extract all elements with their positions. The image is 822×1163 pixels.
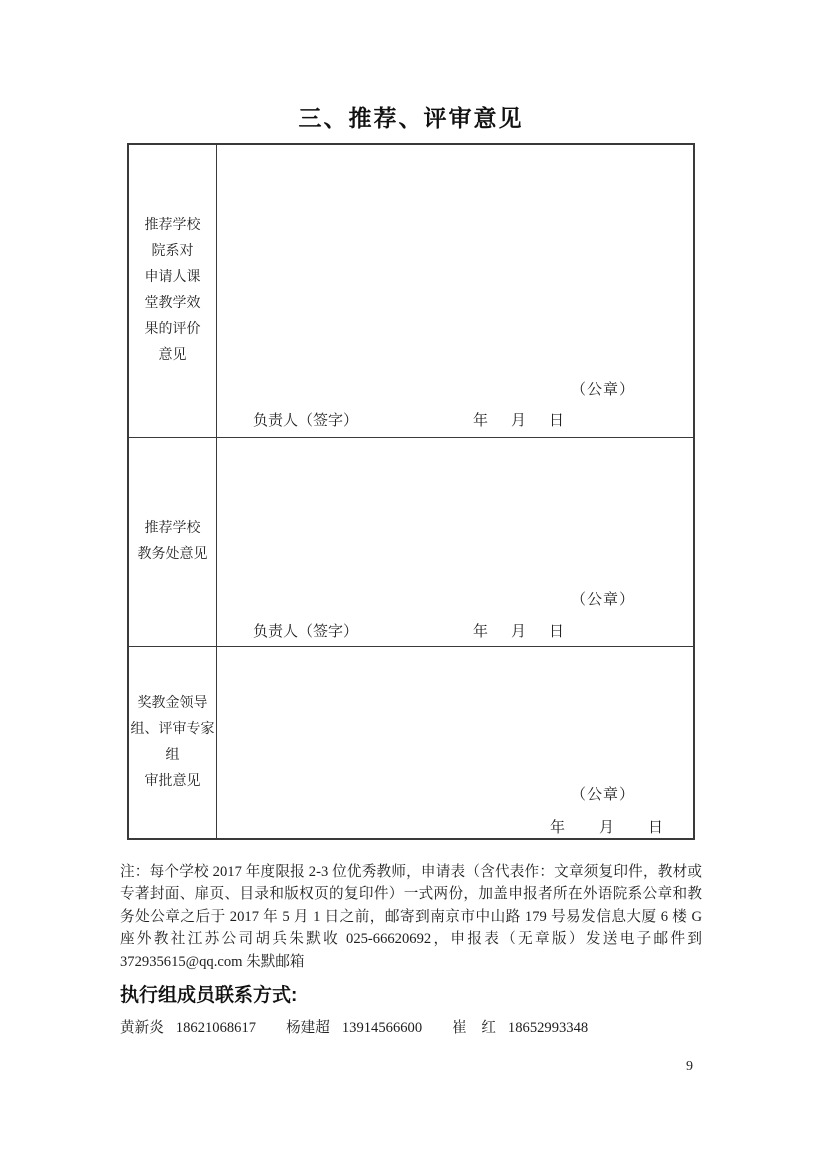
note-line: 务处公章之后于 2017 年 5 月 1 日之前，邮寄到南京市中山路 179 号易发信息大厦 6 楼 G bbox=[120, 908, 702, 925]
official-seal-placeholder: （公章） bbox=[570, 592, 635, 608]
day-label: 日 bbox=[648, 820, 664, 836]
opinion-area-academic-affairs bbox=[217, 438, 693, 646]
date-fields bbox=[473, 620, 564, 641]
label-line: 意见 bbox=[158, 348, 187, 363]
opinion-area-department bbox=[217, 145, 693, 437]
label-line: 推荐学校 bbox=[144, 218, 201, 233]
contact-name: 崔 红 bbox=[452, 1020, 496, 1036]
row-label-department-evaluation bbox=[129, 145, 217, 437]
day-label: 日 bbox=[549, 624, 565, 640]
contacts-list bbox=[120, 1016, 710, 1037]
label-line: 果的评价 bbox=[144, 322, 201, 337]
recommendation-table bbox=[127, 143, 695, 840]
contact-phone: 18621068617 bbox=[175, 1020, 257, 1036]
official-seal-placeholder: （公章） bbox=[570, 787, 635, 803]
table-row-academic-affairs bbox=[129, 438, 693, 647]
contact-phone: 13914566600 bbox=[341, 1020, 423, 1036]
contact-name: 黄新炎 bbox=[120, 1020, 164, 1036]
label-line: 奖教金领导 bbox=[137, 695, 208, 711]
label-line: 推荐学校 bbox=[144, 521, 201, 536]
date-fields bbox=[473, 409, 564, 430]
year-label: 年 bbox=[550, 820, 566, 836]
page-title: 三、推荐、评审意见 bbox=[298, 106, 524, 131]
note-line: 专著封面、扉页、目录和版权页的复印件）一式两份，加盖申报者所在外语院系公章和教 bbox=[120, 886, 702, 903]
signer-label: 负责人（签字） bbox=[253, 413, 359, 429]
signature-line bbox=[253, 409, 693, 430]
contact-member bbox=[286, 1016, 422, 1037]
note-line: 注：每个学校 2017 年度限报 2-3 位优秀教师，申请表（含代表作：文章须复印件，教材或 bbox=[120, 864, 702, 880]
page-number: 9 bbox=[686, 1059, 693, 1074]
month-label: 月 bbox=[599, 820, 615, 836]
official-seal-placeholder: （公章） bbox=[570, 382, 635, 398]
day-label: 日 bbox=[549, 413, 565, 429]
signer-label: 负责人（签字） bbox=[253, 624, 359, 640]
date-fields bbox=[550, 816, 663, 837]
contact-name: 杨建超 bbox=[286, 1020, 330, 1036]
contact-member bbox=[120, 1016, 256, 1037]
contact-phone: 18652993348 bbox=[507, 1020, 589, 1036]
month-label: 月 bbox=[511, 413, 527, 429]
note-line: 座外教社江苏公司胡兵朱默收 025-66620692，申报表（无章版）发送电子邮件到 bbox=[120, 931, 702, 948]
label-line: 堂教学效 bbox=[144, 296, 201, 311]
label-line: 院系对 bbox=[151, 244, 194, 259]
label-line: 申请人课 bbox=[144, 270, 201, 285]
submission-note bbox=[120, 861, 702, 973]
year-label: 年 bbox=[473, 413, 489, 429]
month-label: 月 bbox=[511, 624, 527, 640]
table-row-approval bbox=[129, 647, 693, 838]
label-line: 教务处意见 bbox=[137, 547, 208, 562]
row-label-academic-affairs bbox=[129, 438, 217, 646]
label-line: 审批意见 bbox=[144, 773, 201, 789]
signature-line bbox=[253, 620, 693, 641]
year-label: 年 bbox=[473, 624, 489, 640]
opinion-area-approval bbox=[217, 647, 693, 838]
label-line: 组、评审专家 bbox=[130, 721, 215, 737]
contact-member bbox=[452, 1016, 588, 1037]
label-line: 组 bbox=[165, 747, 180, 763]
note-line-email: 372935615@qq.com 朱默邮箱 bbox=[120, 953, 305, 970]
table-row-department-evaluation bbox=[129, 145, 693, 438]
row-label-approval bbox=[129, 647, 217, 838]
contacts-heading: 执行组成员联系方式: bbox=[120, 985, 298, 1006]
